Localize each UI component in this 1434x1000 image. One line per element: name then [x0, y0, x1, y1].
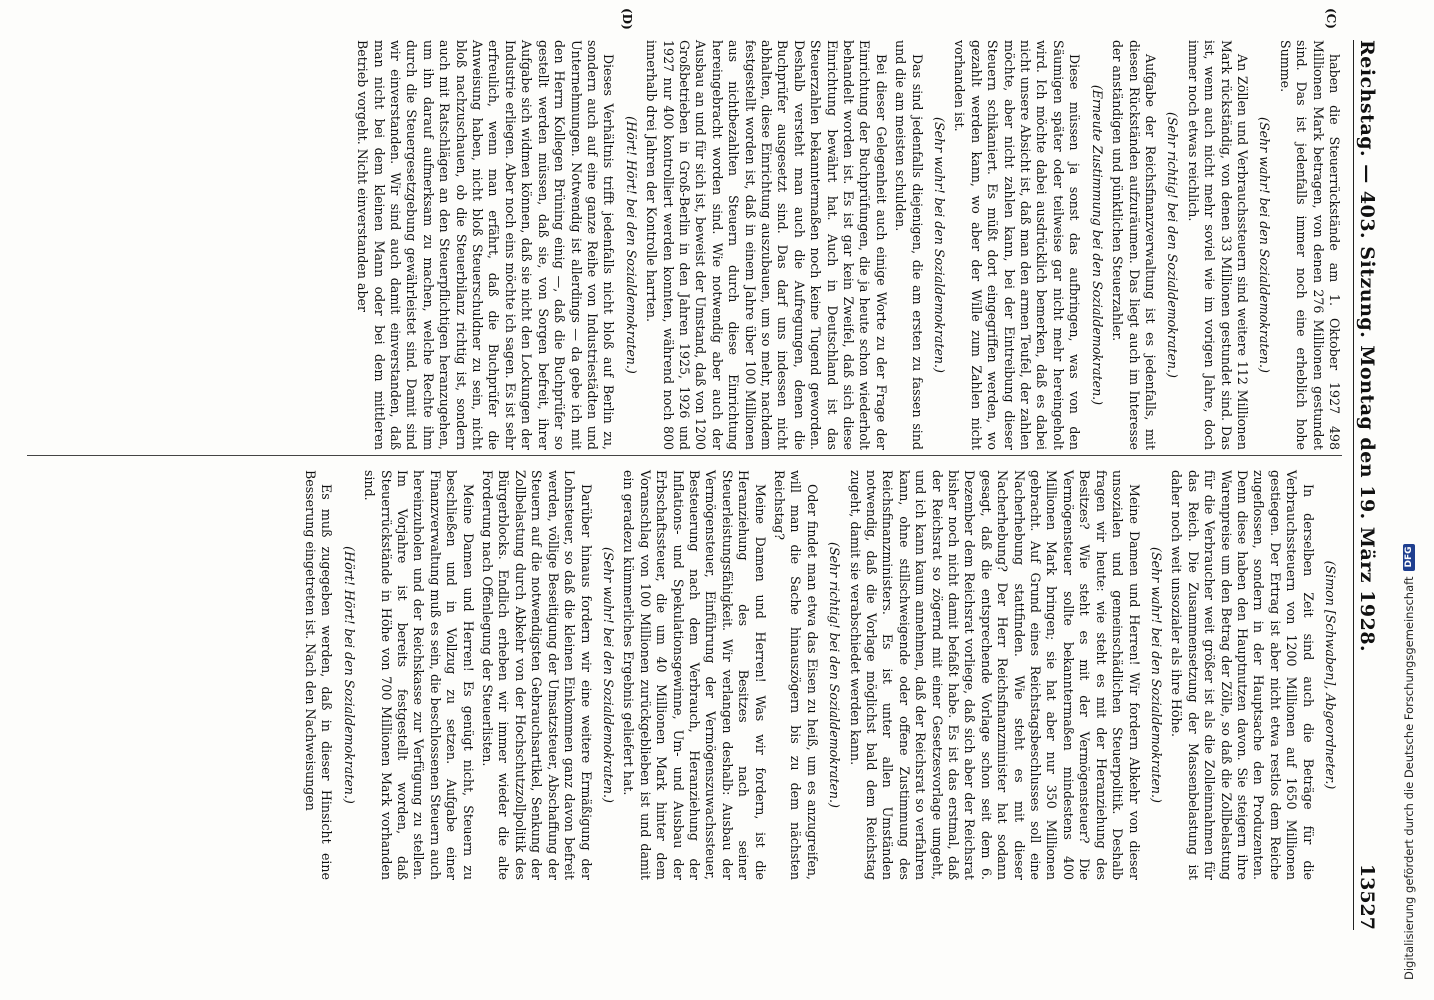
paragraph: In derselben Zeit sind auch die Beträge für die Verbrauchssteuern von 1200 Millionen auf 1650 Millionen gestiegen. Der Ertrag ist aber nicht etwa restlos dem Reiche zugeflossen, sondern in der Hauptsache den Produzenten. Denn diese haben den Hauptnutzen davon. Sie steigern ihre Warenpreise um den Betrag der Zölle, so daß die Zollbelastung für die Verbraucher weit größer ist als die Zolleinnahmen für das Reich. Die Zusammensetzung der Massenbelastung ist daher noch weit unsozialer als ihre Höhe.: [1169, 470, 1316, 880]
paragraph: Bei dieser Gelegenheit auch einige Worte zu der Frage der Einrichtung der Buchprüfungen, die ja heute schon wiederholt behandelt worden ist. Es ist gar kein Zweifel, daß sich diese Einrichtung bewährt hat. Auch in Deutschland ist das Steuerzahlen bekanntermaßen noch keine Tugend geworden. Deshalb versteht man auch die Aufregungen, denen die Buchprüfer ausgesetzt sind. Das darf uns indessen nicht abhalten, diese Einrichtung auszubauen, um so mehr, nachdem festgestellt worden ist, daß in einem Jahre über 100 Millionen aus nichtbezahlten Steuern durch diese Einrichtung hereingebracht worden sind. Wie notwendig aber auch der Ausbau an und für sich ist, beweist der Umstand, daß von 1200 Großbetrieben in Groß-Berlin in den Jahren 1925, 1926 und 1927 nur 400 kontrolliert werden konnten, während noch 800 innerhalb drei Jahren der Kontrolle harrten.: [644, 40, 889, 450]
paragraph: Diese müssen ja sonst das aufbringen, was von den Säumigen später oder teilweise gar nicht mehr hereingeholt wird. Ich möchte dabei ausdrücklich bemerken, daß es dabei nicht unsere Absicht ist, daß man den armen Teufel, der zahlen möchte, aber nicht zahlen kann, bei der Eintreibung dieser Steuern schikaniert. Es müßt dort eingegriffen werden, wo gezahlt werden kann, wo aber der Wille zum Zahlen nicht vorhanden ist.: [952, 40, 1083, 450]
paragraph: Es muß zugegeben werden, daß in dieser Hinsicht eine Besserung eingetreten ist. Nach den Nachweisungen: [303, 470, 335, 880]
column-right-of-page: [351, 40, 1342, 450]
interjection: (Sehr wahr! bei den Sozialdemokraten.): [600, 547, 616, 803]
column-left-of-page: [299, 470, 1342, 880]
interjection: (Hört! Hört! bei den Sozialdemokraten.): [623, 116, 639, 374]
digitization-note-text: Digitalisierung gefördert durch die Deutsche Forschungsgemeinschaft: [1402, 576, 1416, 980]
paragraph: Das sind jedenfalls diejenigen, die am ersten zu fassen sind und die am meisten schulden.: [893, 40, 925, 450]
page-header-title: Reichstag. — 403. Sitzung. Montag den 19. März 1928.: [1356, 40, 1378, 653]
paragraph: Oder findet man etwa das Eisen zu heiß, um es anzugreifen, will man die Sache hinauszögern bis zu dem nächsten Reichstag?: [772, 470, 820, 880]
margin-marker-c: (C): [1324, 8, 1338, 29]
paragraph: haben die Steuerrückstände am 1. Oktober 1927 498 Millionen Mark betragen, von denen 276 Millionen gestundet sind. Das ist jedenfalls immer noch eine erheblich hohe Summe.: [1277, 40, 1342, 450]
interjection: (Sehr richtig! bei den Sozialdemokraten.): [1165, 112, 1181, 378]
paragraph: Dieses Verhältnis trifft jedenfalls nicht bloß auf Berlin zu, sondern auch auf eine ganze Reihe von Industriestädten und Unternehmungen. Notwendig ist allerdings — da gebe ich mit den Herrn Kollegen Brüning einig —, daß die Buchprüfer so gestellt werden müssen, daß sie, von Sorgen befreit, ihrer Aufgabe sich widmen können, daß sie nicht den Lockungen der Industrie erliegen. Aber noch eins möchte ich sagen. Es ist sehr erfreulich, wenn man erfährt, daß die Buchprüfer die Anweisung haben, nicht bloß Steuerschuldner zu sein, nicht bloß nachzuschauen, ob die Steuerbilanz richtig ist, sondern auch mit Ratschlägen an den Steuerpflichtigen heranzugehen, um ihn darauf aufmerksam zu machen, welche Rechte ihm durch die Steuergesetzgebung gewährleistet sind. Damit sind wir einverstanden. Wir sind auch damit einverstanden, daß man nicht bei dem kleinen Mann oder bei dem mittleren Betrieb vorgeht. Nicht einverstanden aber: [355, 40, 617, 450]
dfg-logo: DFG: [1403, 544, 1415, 571]
column-divider: [27, 455, 1342, 456]
margin-marker-d: (D): [620, 8, 634, 30]
paragraph: An Zöllen und Verbrauchssteuern sind weitere 112 Millionen Mark rückständig, von denen 33 Millionen gestundet sind. Das ist, wenn auch nicht mehr soviel wie im vorigen Jahre, doch immer noch etwas reichlich.: [1185, 40, 1250, 450]
paragraph: Meine Damen und Herren! Was wir fordern, ist die Heranziehung des Besitzes nach seiner Steuerleistungsfähigkeit. Wir verlangen deshalb: Ausbau der Vermögensteuer, Einführung der Vermögenszuwachssteuer, Besteuerung nach dem Verbrauch, Heranziehung der Inflations- und Spekulationsgewinne, Um- und Ausbau der Erbschaftssteuer, die um 40 Millionen Mark hinter dem Voranschlag von 100 Millionen zurückgeblieben ist und damit ein geradezu kümmerliches Ergebnis geliefert hat.: [621, 470, 768, 880]
digitization-note: [1400, 20, 1418, 980]
interjection: (Sehr wahr! bei den Sozialdemokraten.): [1148, 547, 1164, 803]
paragraph: Meine Damen und Herren! Wir fordern Abkehr von dieser unsozialen und gemeinschädlichen Steuerpolitik. Deshalb fragen wir heute: wie steht es mit der Heranziehung des Besitzes? Wie steht es mit der Vermögensteuer? Die Vermögensteuer sollte bekanntermaßen mindestens 400 Millionen Mark bringen; sie hat aber nur 350 Millionen gebracht. Auf Grund eines Reichstagsbeschlusses soll eine Nacherhebung stattfinden. Wie steht es mit dieser Nacherhebung? Der Herr Reichsfinanzminister hat sodann gesagt, daß die entsprechende Vorlage schon seit dem 6. Dezember dem Reichsrat vorliege, daß sich aber der Reichsrat bisher noch nicht damit befaßt habe. Es ist das erstmal, daß der Reichsrat so zögernd mit einer Gesetzesvorlage umgeht, und ich kann kaum annehmen, daß der Reichsrat so verfahren kann, ohne stillschweigende oder offene Zustimmung des Reichsfinanzministers. Es ist unter allen Umständen notwendig, daß die Vorlage möglichst bald dem Reichstag zugeht, damit sie verabschiedet werden kann.: [847, 470, 1142, 880]
paragraph: Meine Damen und Herren! Es genügt nicht, Steuern zu beschließen und in Vollzug zu setzen. Aufgabe einer Finanzverwaltung muß es sein, die beschlossenen Steuern auch hereinzuholen und der Reichskasse zur Verfügung zu stellen. Im Vorjahre ist bereits festgestellt worden, daß Steuerrückstände in Höhe von 700 Millionen Mark vorhanden sind.: [362, 470, 476, 880]
interjection: (Sehr richtig! bei den Sozialdemokraten.): [827, 542, 843, 808]
interjection: (Sehr wahr! bei den Sozialdemokraten.): [932, 117, 948, 373]
paragraph: Aufgabe der Reichsfinanzverwaltung ist es jedenfalls, mit diesen Rückständen aufzuräumen. Das liegt auch im Interesse der anständigen und pünktlichen Steuerzahler.: [1110, 40, 1158, 450]
speaker-line: (Simon [Schwaben], Abgeordneter.): [1323, 560, 1338, 790]
paragraph: Darüber hinaus fordern wir eine weitere Ermäßigung der Lohnsteuer, so daß die kleinen Einkommen ganz davon befreit werden, völlige Beseitigung der Umsatzsteuer, Abschaffung der Steuern auf die notwendigsten Gebrauchsartikel, Senkung der Zollbelastung durch Abkehr von der Hochschutzzollpolitik des Bürgerblocks. Endlich erheben wir immer wieder die alte Forderung nach Offenlegung der Steuerlisten.: [480, 470, 594, 880]
interjection: (Hört! Hört! bei den Sozialdemokraten.): [341, 546, 357, 804]
interjection: (Erneute Zustimmung bei den Sozialdemokraten.): [1089, 84, 1105, 406]
page-header: [1353, 40, 1384, 930]
page-number: 13527: [1356, 863, 1378, 930]
interjection: (Sehr wahr! bei den Sozialdemokraten.): [1257, 117, 1273, 373]
